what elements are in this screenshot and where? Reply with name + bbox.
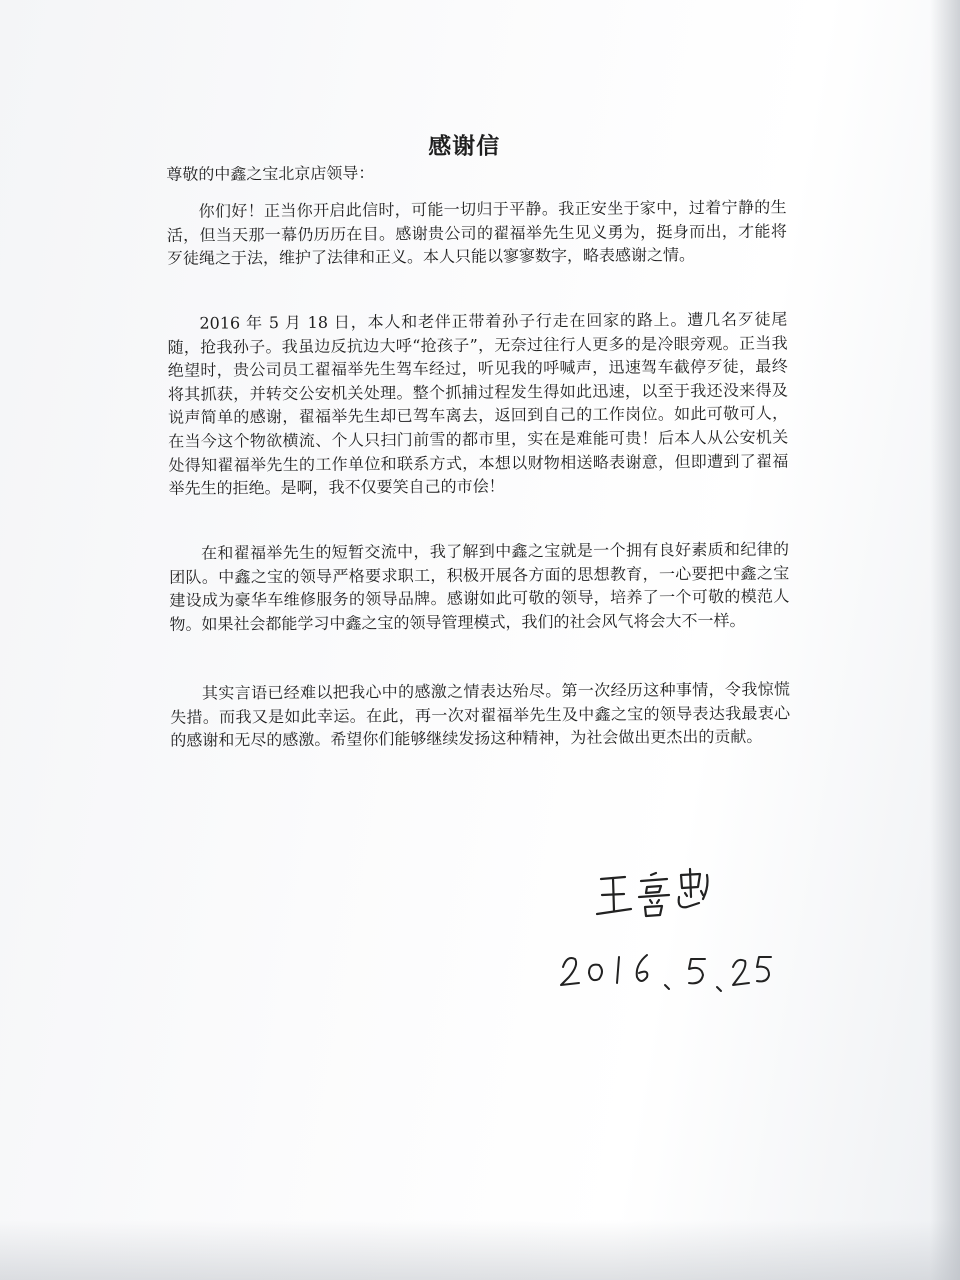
signature-char-zhong — [679, 869, 708, 907]
thank-you-letter — [150, 116, 791, 751]
page-edge-shadow — [930, 0, 960, 1280]
letter-title: 感谢信 — [428, 132, 501, 161]
letter-paragraph-4: 其实言语已经难以把我心中的感激之情表达殆尽。第一次经历这种事情，令我惊慌失措。而我又是如此幸运。在此，再一次对翟福举先生及中鑫之宝的领导表达我最衷心的感谢和无尽的感激。希望你们能够继续发扬这种精神，为社会做出更杰出的贡献。 — [170, 679, 791, 751]
letter-paragraph-2: 2016 年 5 月 18 日，本人和老伴正带着孙子行走在回家的路上。遭几名歹徒尾随，抢我孙子。我虽边反抗边大呼“抢孩子”，无奈过往行人更多的是冷眼旁观。正当我绝望时，贵公司员工翟福举先生驾车经过，听见我的呼喊声，迅速驾车截停歹徒，最终将其抓获，并转交公安机关处理。整个抓捕过程发生得如此迅速，以至于我还没来得及说声简单的感谢，翟福举先生却已驾车离去，返回到自己的工作岗位。如此可敬可人，在当今这个物欲横流、个人只扫门前雪的都市里，实在是难能可贵！后本人从公安机关处得知翟福举先生的工作单位和联系方式，本想以财物相送略表谢意，但即遭到了翟福举先生的拒绝。是啊，我不仅要笑自己的市侩！ — [167, 309, 789, 499]
letter-salutation: 尊敬的中鑫之宝北京店领导： — [166, 163, 375, 184]
signature-char-wang — [597, 877, 631, 914]
handwritten-signature — [555, 865, 795, 1025]
signature-drawing — [555, 865, 795, 1025]
letter-paragraph-3: 在和翟福举先生的短暂交流中，我了解到中鑫之宝就是一个拥有良好素质和纪律的团队。中鑫之宝的领导严格要求职工，积极开展各方面的思想教育，一心要把中鑫之宝建设成为豪华车维修服务的领导品牌。感谢如此可敬的领导，培养了一个可敬的模范人物。如果社会都能学习中鑫之宝的领导管理模式，我们的社会风气将会大不一样。 — [169, 539, 790, 634]
page-bottom-shadow — [0, 1220, 960, 1280]
signature-char-xi — [639, 873, 669, 916]
signature-date-drawing — [561, 955, 771, 991]
letter-paragraph-1: 你们好！正当你开启此信时，可能一切归于平静。我正安坐于家中，过着宁静的生活，但当天那一幕仍历历在目。感谢贵公司的翟福举先生见义勇为，挺身而出，才能将歹徒绳之于法，维护了法律和正义。本人只能以寥寥数字，略表感谢之情。 — [166, 197, 787, 269]
